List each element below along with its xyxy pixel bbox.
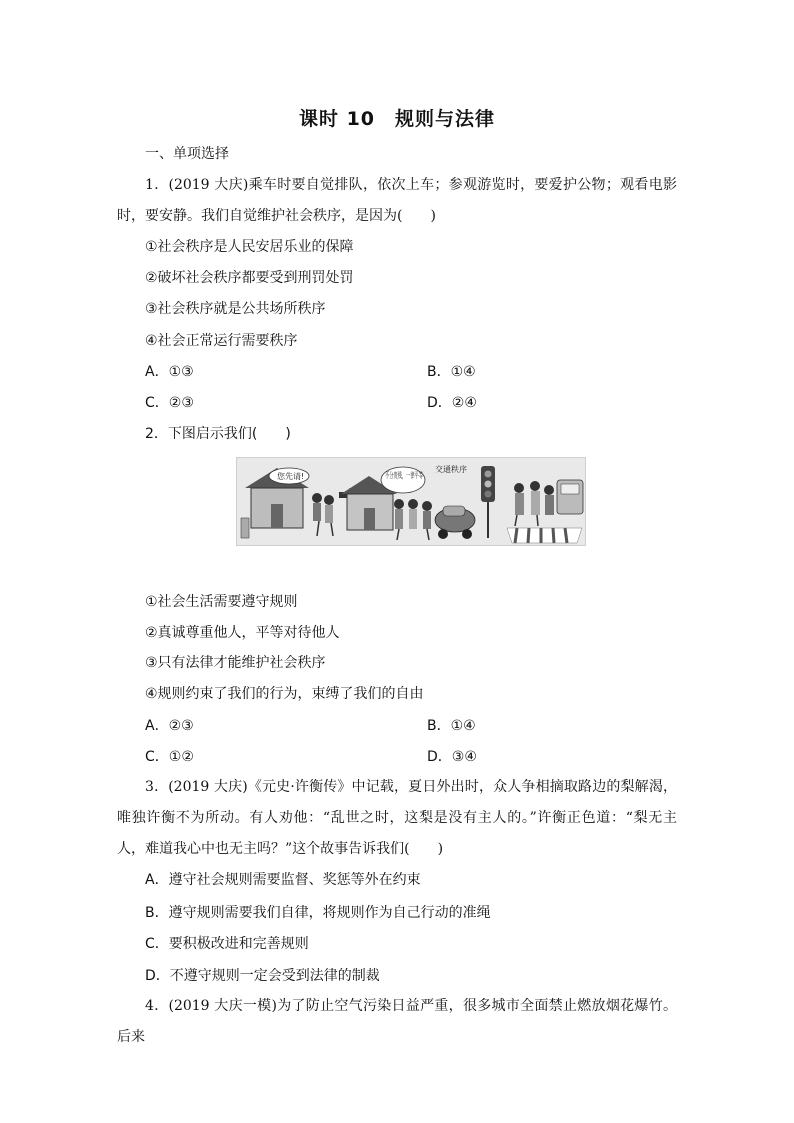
speech-bubble-1: 您先请! [277, 472, 305, 481]
speech-bubble-2: 不分贵贱，一律平等 [385, 471, 457, 480]
q1-option-a: A．①③ [145, 364, 194, 380]
q2-item-4: ④规则约束了我们的行为，束缚了我们的自由 [145, 686, 424, 702]
q1-option-d: D．②④ [427, 395, 477, 411]
q2-item-3: ③只有法律才能维护社会秩序 [145, 655, 326, 671]
house-scene-1 [241, 468, 334, 538]
q2-option-d: D．③④ [427, 749, 477, 765]
traffic-label: 交通秩序 [435, 465, 467, 474]
q3-option-d: D．不遵守规则一定会受到法律的制裁 [145, 968, 380, 984]
q2-option-b: B．①④ [427, 718, 476, 734]
q2-option-a: A．②③ [145, 718, 194, 734]
cartoon-image [237, 458, 587, 547]
q1-option-c: C．②③ [145, 395, 194, 411]
q2-item-1: ①社会生活需要遵守规则 [145, 594, 298, 610]
q1-item-2: ②破坏社会秩序都要受到刑罚处罚 [145, 270, 354, 286]
q3-option-c: C．要积极改进和完善规则 [145, 936, 309, 952]
q1-item-4: ④社会正常运行需要秩序 [145, 333, 298, 349]
question-4-stem: 4．(2019 大庆一模)为了防止空气污染日益严重，很多城市全面禁止燃放烟花爆竹。后来 [117, 998, 677, 1045]
q1-option-b: B．①④ [427, 364, 476, 380]
question-2-stem: 2．下图启示我们( ) [145, 426, 291, 442]
q2-item-2: ②真诚尊重他人，平等对待他人 [145, 625, 340, 641]
section-heading: 一、单项选择 [145, 146, 229, 162]
q3-option-a: A．遵守社会规则需要监督、奖惩等外在约束 [145, 872, 421, 888]
crosswalk-scene [507, 480, 583, 543]
q2-option-c: C．①② [145, 749, 194, 765]
q1-item-3: ③社会秩序就是公共场所秩序 [145, 301, 326, 317]
question-2-illustration [236, 457, 586, 546]
question-3-stem: 3．(2019 大庆)《元史·许衡传》中记载，夏日外出时，众人争相摘取路边的梨解渴，唯独许衡不为所动。有人劝他：“乱世之时，这梨是没有主人的。”许衡正色道：“梨无主人，难道我心中也无主吗？”这个故事告诉我们( ) [117, 779, 677, 857]
page-title: 课时 10 规则与法律 [298, 108, 496, 130]
traffic-scene [435, 464, 495, 539]
q1-item-1: ①社会秩序是人民安居乐业的保障 [145, 239, 354, 255]
question-1-stem: 1．(2019 大庆)乘车时要自觉排队，依次上车；参观游览时，要爱护公物；观看电影时，要安静。我们自觉维护社会秩序，是因为( ) [117, 177, 677, 224]
q3-option-b: B．遵守规则需要我们自律，将规则作为自己行动的准绳 [145, 905, 491, 921]
